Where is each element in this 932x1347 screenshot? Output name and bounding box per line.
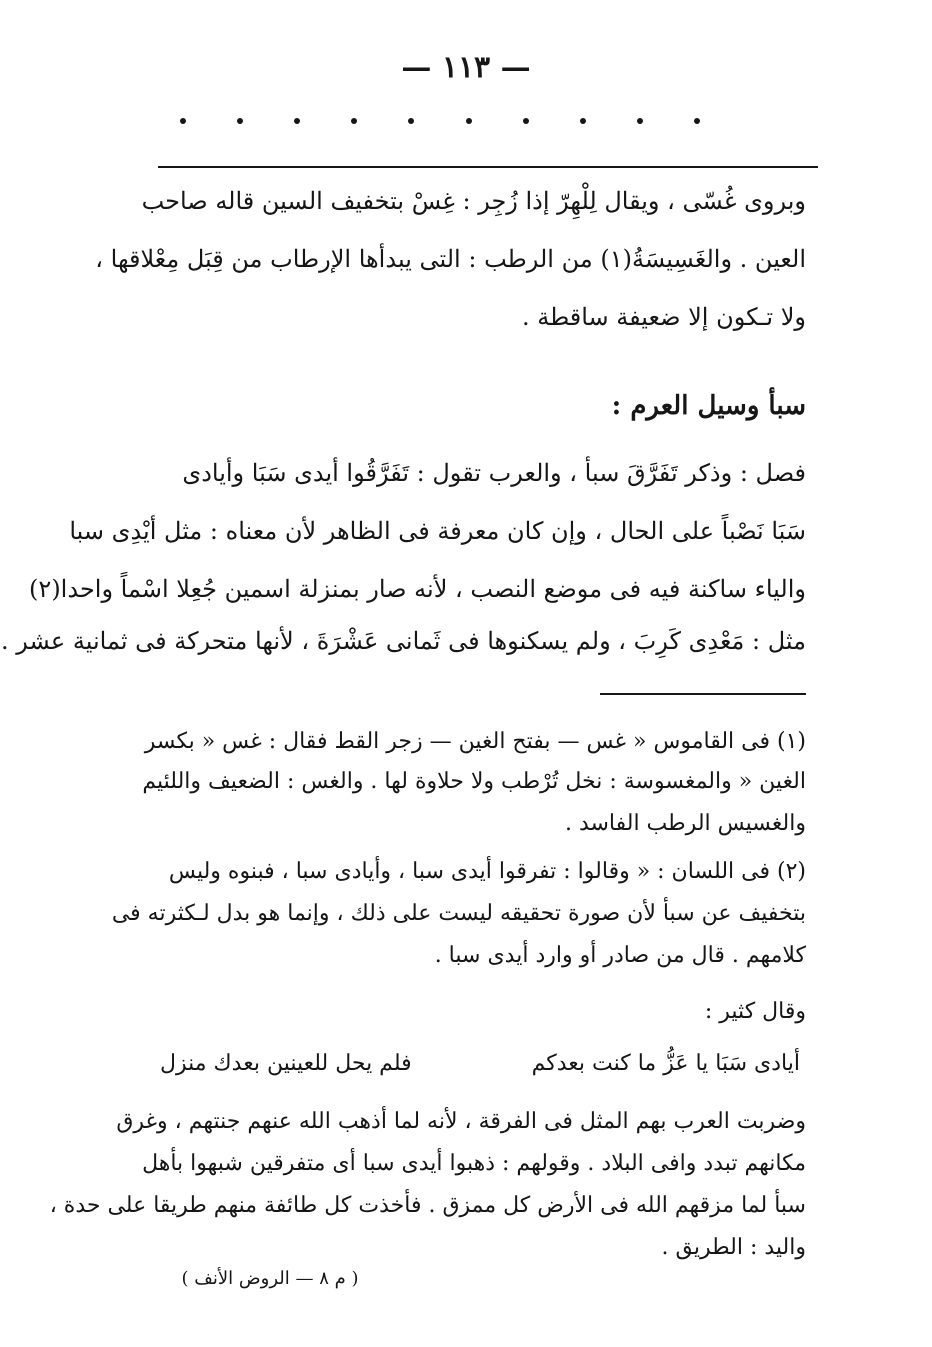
footnote-line: (٢) فى اللسان : « وقالوا : تفرقوا أيدى سبا ، وأيادى سبا ، فبنوه وليس (168, 859, 806, 884)
separator-dot (580, 118, 586, 124)
body-text-line: العين . والغَسِيسَةُ(١) من الرطب : التى يبدأها الإرطاب من قِبَل مِعْلاقها ، (95, 245, 806, 273)
verse-first-hemistich: أيادى سَبَا يا عَزُّ ما كنت بعدكم (531, 1051, 800, 1076)
top-divider-rule (158, 166, 818, 168)
separator-dot (351, 118, 357, 124)
body-text-line: سَبَا نَصْباً على الحال ، وإن كان معرفة فى الظاهر لأن معناه : مثل أيْدِى سبا (69, 517, 806, 545)
separator-dot (694, 118, 700, 124)
footnote-line: سبأ لما مزقهم الله فى الأرض كل ممزق . فأخذت كل طائفة منهم طريقا على حدة ، (49, 1193, 806, 1218)
verse-line (160, 1050, 800, 1079)
footnote-line: كلامهم . قال من صادر أو وارد أيدى سبا . (434, 943, 806, 968)
separator-dot (408, 118, 414, 124)
footnote-line: بتخفيف عن سبأ لأن صورة تحقيقه ليست على ذلك ، وإنما هو بدل لـكثرته فى (111, 901, 806, 926)
body-text-line: والياء ساكنة فيه فى موضع النصب ، لأنه صار بمنزلة اسمين جُعِلا اسْماً واحدا(٢) (29, 575, 806, 603)
separator-dot (466, 118, 472, 124)
footnote-line: (١) فى القاموس « غس — بفتح الغين — زجر القط فقال : غس « بكسر (144, 729, 806, 754)
section-heading: سبأ وسيل العرم : (611, 391, 806, 421)
footnote-line: الغين « والمغسوسة : نخل تُرْطب ولا حلاوة لها . والغس : الضعيف واللئيم (142, 769, 806, 794)
body-text-line: وبروى غُسّى ، ويقال لِلْهِرّ إذا زُجِر : غِسْ بتخفيف السين قاله صاحب (141, 187, 806, 215)
body-text-line: فصل : وذكر تَفَرَّقَ سبأ ، والعرب تقول : تَفَرَّقُوا أيدى سَبَا وأيادى (182, 459, 806, 487)
page-caption: ( م ٨ — الروض الأنف ) (181, 1268, 359, 1289)
separator-dot (237, 118, 243, 124)
verse-second-hemistich: فلم يحل للعينين بعدك منزل (160, 1051, 412, 1076)
separator-dot (523, 118, 529, 124)
ornamental-dot-row (180, 118, 700, 124)
separator-dot (180, 118, 186, 124)
separator-dot (637, 118, 643, 124)
footnote-line: وضربت العرب بهم المثل فى الفرقة ، لأنه لما أذهب الله عنهم جنتهم ، وغرق (116, 1109, 806, 1134)
body-text-line: ولا تـكون إلا ضعيفة ساقطة . (521, 303, 806, 331)
separator-dot (294, 118, 300, 124)
footnote-line: مكانهم تبدد وافى البلاد . وقولهم : ذهبوا أيدى سبا أى متفرقين شبهوا بأهل (142, 1151, 806, 1176)
footnote-line: واليد : الطريق . (661, 1235, 806, 1260)
page-number: — ١١٣ — (401, 50, 531, 85)
poet-attribution: وقال كثير : (704, 999, 806, 1024)
body-text-line: مثل : مَعْدِى كَرِبَ ، ولم يسكنوها فى ثَمانى عَشْرَةَ ، لأنها متحركة فى ثمانية عشر . (1, 627, 806, 655)
footnote-divider-rule (600, 693, 806, 695)
footnote-line: والغسيس الرطب الفاسد . (564, 811, 806, 836)
